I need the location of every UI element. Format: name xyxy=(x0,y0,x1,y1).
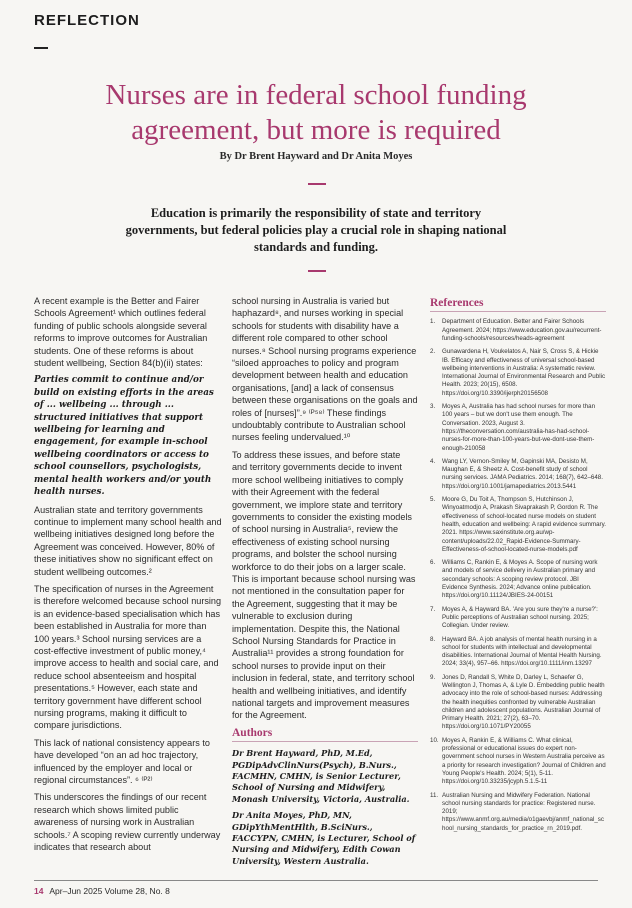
references-heading: References xyxy=(430,297,484,309)
reference-item xyxy=(430,318,606,343)
title-divider xyxy=(308,183,326,185)
body-paragraph: This underscores the findings of our recent research which shows limited public awareness of nursing work in Australian schools.⁷ A scoping review currently underway indicates that research about xyxy=(34,792,221,853)
issue-info: Apr–Jun 2025 Volume 28, No. 8 xyxy=(49,886,170,896)
reference-item xyxy=(430,792,606,833)
page-number: 14 xyxy=(34,886,44,896)
section-label: REFLECTION xyxy=(34,12,140,29)
reference-text: Hayward BA. A job analysis of mental health nursing in a school for students with intellectual and developmental disabilities. International Journal of Mental Health Nursing. 2024; 33(4), 957–66. https://doi.org/10.1111/inm.13297 xyxy=(442,635,602,668)
body-paragraph: This lack of national consistency appears to have developed “on an ad hoc trajectory, influenced by the employer and local or regional circumstances”. ⁶ ⁽ᴾ²⁾ xyxy=(34,737,210,786)
reference-item xyxy=(430,606,606,631)
page-footer xyxy=(34,886,170,896)
reference-text: Gunawardena H, Voukelatos A, Nair S, Cross S, & Hickie IB. Efficacy and effectiveness of universal school-based wellbeing interventions in Australia: A systematic review. International Journal of Environmental Research and Public Health. 2023; 20(15), 6508. https://doi.org/10.3390/ijerph20156508 xyxy=(442,348,606,397)
reference-text: Williams C, Rankin E, & Moyes A. Scope of nursing work and models of service delivery in Australian primary and secondary schools: A scoping review protocol. JBI Evidence Synthesis. 2024; Advance online publication. https://doi.org/10.11124/JBIES-24-00151 xyxy=(442,559,598,600)
body-column-2 xyxy=(232,295,418,872)
reference-number: 4. xyxy=(430,457,436,465)
authors-heading: Authors xyxy=(232,726,273,739)
references-column xyxy=(430,293,606,838)
references-list xyxy=(430,318,606,833)
authors-heading-rule xyxy=(232,741,418,742)
agreement-quote: Parties commit to continue and/or build on existing efforts in the areas of ... wellbeing ... through ... structured initiatives that support wellbeing for learning and engagement, for example in-school wellbeing coordinators or access to school counsellors, psychologists, mental health workers and/or youth health nurses. xyxy=(34,375,214,498)
lead-divider xyxy=(308,270,326,272)
body-column-1 xyxy=(34,295,222,858)
reference-item xyxy=(430,674,606,732)
reference-item xyxy=(430,559,606,600)
reference-item xyxy=(430,636,606,669)
reference-number: 9. xyxy=(430,673,436,681)
body-paragraph: school nursing in Australia is varied but haphazard⁸, and nurses working in special schools for students with disability have a different role compared to other school nurses.⁸ School nursing programs experience “siloed approaches to policy and program development between health and education organisations, [and] a lack of consensus between these organisations on the goals and roles of [nurses]”.⁹ ⁽ᴾ⁵⁸⁾ These findings undoubtably contribute to Australian school nurses feeling undervalued.¹⁰ xyxy=(232,296,418,443)
reference-text: Jones D, Randall S, White D, Darley L, Schaefer G, Wellington J, Thomas A, & Lyle D. Embedding public health advocacy into the role of school-based nurses: Addressing the health inequities confronted by vulnerable Australian children and adolescent populations. Australian Journal of Primary Health. 2021; 27(2), 63–70. https://doi.org/10.1071/PY20055 xyxy=(442,673,605,731)
reference-text: Moyes A, & Hayward BA. 'Are you sure they're a nurse?': Public perceptions of Australian school nursing. 2025; Collegian. Under review. xyxy=(442,605,598,630)
reference-number: 7. xyxy=(430,605,436,613)
reference-number: 10. xyxy=(430,736,439,744)
body-paragraph: A recent example is the Better and Fairer Schools Agreement¹ which outlines federal funding of public schools alongside several reforms to improve outcomes for Australian students. One of these reforms is about student wellbeing, Section 84(b)(ii) states: xyxy=(34,296,208,369)
reference-item xyxy=(430,403,606,453)
body-paragraph: The specification of nurses in the Agreement is therefore welcomed because school nursing is an evidence-based specialisation which has been established in Australia for more than 100 years.³ School nursing services are a cost-effective investment of public money,⁴ improve access to health and social care, and reduce school absenteeism and hospital presentations.⁵ However, each state and territory government have different school nursing programs, making it difficult to compare jurisdictions. xyxy=(34,583,222,731)
reference-text: Department of Education. Better and Fairer Schools Agreement. 2024; https://www.education.gov.au/recurrent-funding-schools/resources/heads-agreement xyxy=(442,318,602,342)
article-title: Nurses are in federal school funding agreement, but more is required xyxy=(105,79,527,146)
body-paragraph: To address these issues, and before state and territory governments decide to invent more school wellbeing initiatives to comply with their Agreement with the federal government, we implore state and territory governments to consider the existing models of school nursing in Australia⁵, review the effectiveness of existing school nursing programs, and bolster the school nursing workforce to do their jobs on a larger scale. This is important because school nursing was not mentioned in the consultation paper for the Agreement, suggesting that it may be vulnerable to exclusion during implementation. Despite this, the National School Nursing Standards for Practice in Australia¹¹ provides a strong foundation for school nurses to provide input on their inclusion in federal, state, and territory school health and wellbeing initiatives, and identify national targets and improvement measures for the Agreement. xyxy=(232,449,416,721)
reference-item xyxy=(430,458,606,491)
reference-number: 11. xyxy=(430,791,439,799)
footer-rule xyxy=(34,880,598,881)
author-bio: Dr Brent Hayward, PhD, M.Ed, PGDipAdvClinNurs(Psych), B.Nurs., FACMHN, CMHN, is Senior Lecturer, School of Nursing and Midwifery, Monash University, Victoria, Australia. xyxy=(232,748,410,804)
reference-number: 5. xyxy=(430,496,436,504)
reference-text: Australian Nursing and Midwifery Federation. National school nursing standards for practice: Registered nurse. 2019; https://www.anmf.org.au/media/o1gaevbj/anmf_national_school_nursing_standards_for_practice_rn_2019.pdf. xyxy=(442,791,604,832)
author-bio: Dr Anita Moyes, PhD, MN, GDipYthMentHlth, B.SciNurs., FACCYPN, CMHN, is Lecturer, School of Nursing and Midwifery, Edith Cowan University, Western Australia. xyxy=(232,810,416,866)
body-paragraph: Australian state and territory governments continue to implement many school health and wellbeing initiatives designed long before the Agreement was conceived. However, 80% of these initiatives show no significant effect on student wellbeing outcomes.² xyxy=(34,504,222,577)
reference-text: Moyes A, Australia has had school nurses for more than 100 years – but we don't use them enough. The Conversation. 2023, August 3. https://theconversation.com/australia-has-had-school-nurses-for-more-than-100-years-but-we-dont-use-them-enough-210058 xyxy=(442,403,596,452)
reference-number: 3. xyxy=(430,403,436,411)
reference-number: 2. xyxy=(430,348,436,356)
reference-item xyxy=(430,496,606,554)
reference-number: 1. xyxy=(430,318,436,326)
lead-paragraph: Education is primarily the responsibility of state and territory governments, but federal policies play a crucial role in shaping national standards and funding. xyxy=(125,206,507,254)
reference-text: Moore G, Du Toit A, Thompson S, Hutchinson J, Winyoatmodjo A, Prakash Sivaprakash P, Gordon R. The effectiveness of school-located nurse models on student health, education and wellbeing: A rapid evidence summary. 2021. https://www.saxinstitute.org.au/wp-content/uploads/22.02_Rapid-Evidence-Summary-Effectiveness-of-school-located-nurse-models.pdf xyxy=(442,496,606,553)
reference-text: Wang LY, Vernon-Smiley M, Gapinski MA, Desisto M, Maughan E, & Sheetz A. Cost-benefit study of school nursing services. JAMA Pediatrics. 2014; 168(7), 642–648. https://doi.org/10.1001/jamapediatrics.2013.5441 xyxy=(442,457,603,490)
reference-item xyxy=(430,737,606,787)
references-heading-rule xyxy=(430,311,606,312)
reference-item xyxy=(430,348,606,398)
reference-number: 6. xyxy=(430,559,436,567)
section-rule xyxy=(34,47,48,49)
byline: By Dr Brent Hayward and Dr Anita Moyes xyxy=(219,151,413,162)
reference-number: 8. xyxy=(430,635,436,643)
reference-text: Moyes A, Rankin E, & Williams C. What clinical, professional or educational issues do expert non-government school nurses in Western Australia perceive as a priority for research investigation? Journal of Children and Young People's Health. 2024; 5(1), 5-11. https://doi.org/10.33235/jcyph.5.1.5-11 xyxy=(442,736,606,786)
